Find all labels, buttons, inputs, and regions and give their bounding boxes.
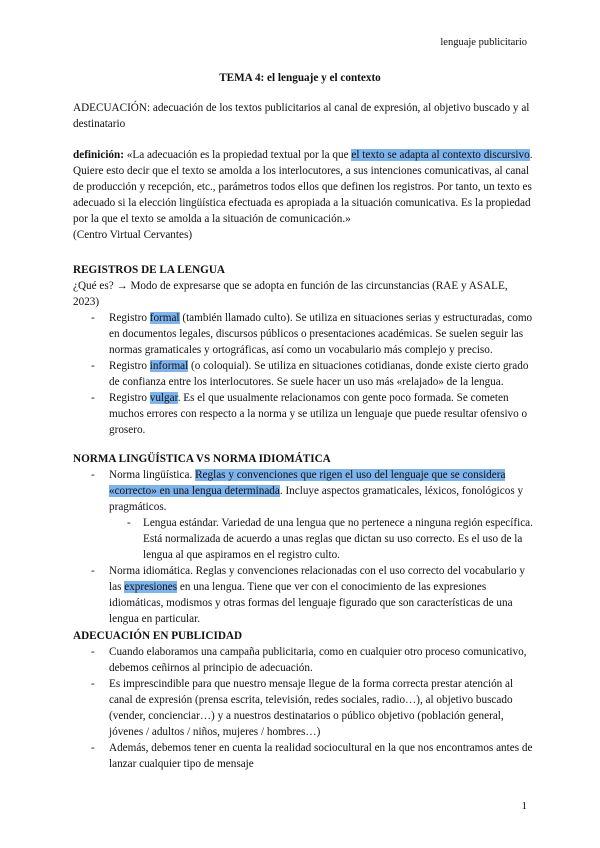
- item-highlight: Reglas y convenciones que rigen el uso del lenguaje que se considera «correcto» en una lengua determinada: [109, 469, 506, 497]
- item-text: en una lengua. Tiene que ver con el conocimiento de las expresiones idiomáticas, modismos y otras formas del lenguaje figurado que son características de una lengua en particular.: [109, 581, 513, 625]
- publicidad-list: [73, 644, 533, 772]
- definicion-highlight: el texto se adapta al contexto discursivo: [351, 149, 530, 161]
- list-item: - Lengua estándar. Variedad de una lengua que no pertenece a ninguna región específica. Está normalizada de acuerdo a unas reglas que dictan su uso correcto. Es el uso de la lengua al que aspiramos en el registro culto.: [73, 515, 533, 563]
- list-item: [73, 390, 533, 438]
- item-highlight: expresiones: [124, 581, 178, 593]
- definicion-source: (Centro Virtual Cervantes): [73, 229, 193, 241]
- list-item: [73, 310, 533, 358]
- item-highlight: informal: [149, 360, 189, 372]
- item-text: . Es el que usualmente relacionamos con gente poco formada. Se cometen muchos errores con respecto a la norma y se utiliza un lenguaje que puede resultar ofensivo o grosero.: [109, 392, 528, 436]
- list-item: [73, 563, 533, 627]
- item-text: Registro: [109, 360, 150, 372]
- item-text: Registro: [109, 392, 150, 404]
- list-item: [73, 467, 533, 515]
- registros-section: [73, 262, 533, 438]
- item-text: Registro: [109, 312, 150, 324]
- definicion-paragraph: [73, 147, 533, 243]
- item-text: . Incluye aspectos gramaticales, léxicos, fonológicos y pragmáticos.: [109, 485, 524, 513]
- norma-heading: NORMA LINGÜÍSTICA VS NORMA IDIOMÁTICA: [73, 453, 331, 465]
- item-text: (o coloquial). Se utiliza en situaciones cotidianas, donde existe cierto grado de confianza entre los interlocutores. Se suele hacer un uso más «relajado» de la lengua.: [109, 360, 529, 388]
- norma-list: [73, 467, 533, 515]
- registros-intro: ¿Qué es? → Modo de expresarse que se adopta en función de las circunstancias (RAE y ASALE, 2023): [73, 280, 508, 308]
- norma-section: [73, 451, 533, 627]
- item-highlight: formal: [149, 312, 180, 324]
- page-number: 1: [521, 800, 527, 812]
- list-item: - Cuando elaboramos una campaña publicitaria, como en cualquier otro proceso comunicativo, debemos ceñirnos al principio de adecuación.: [73, 644, 533, 676]
- list-item: [73, 358, 533, 390]
- item-text: Norma lingüística.: [109, 469, 196, 481]
- definicion-text-2: . Quiere esto decir que el texto se amolda a los interlocutores, a sus intenciones comunicativas, al canal de producción y recepción, etc., parámetros todos ellos que definen los registros. Por tanto, un texto es adecuado si la elección lingüística efectuada es apropiada a la situación comunicativa. Es la propiedad por la que el texto se amolda a la situación de comunicación.»: [73, 149, 533, 225]
- definicion-label: definición:: [73, 149, 124, 161]
- item-highlight: vulgar: [149, 392, 178, 404]
- list-item: - Es imprescindible para que nuestro mensaje llegue de la forma correcta prestar atención al canal de expresión (prensa escrita, televisión, redes sociales, radio…), al objetivo buscado (vender, concienciar…) y a nuestros destinatarios o público objetivo (población general, jóvenes / adultos / niños, mujeres / hombres…): [73, 676, 533, 740]
- running-header: lenguaje publicitario: [440, 37, 527, 48]
- registros-heading: REGISTROS DE LA LENGUA: [73, 264, 226, 276]
- registros-list: [73, 310, 533, 438]
- publicidad-heading: ADECUACIÓN EN PUBLICIDAD: [73, 630, 243, 642]
- item-text: Norma idiomática. Reglas y convenciones relacionadas con el uso correcto del vocabulario y las: [109, 565, 525, 593]
- page-title: TEMA 4: el lenguaje y el contexto: [219, 72, 381, 84]
- publicidad-section: [73, 628, 533, 772]
- norma-sublist: [73, 515, 533, 563]
- list-item: - Además, debemos tener en cuenta la realidad sociocultural en la que nos encontramos antes de lanzar cualquier tipo de mensaje: [73, 740, 533, 772]
- item-text: (también llamado culto). Se utiliza en situaciones serias y estructuradas, como en documentos legales, discursos públicos o presentaciones académicas. Se suelen seguir las normas gramaticales y ortográficas, así como un vocabulario más complejo y preciso.: [109, 312, 533, 356]
- norma-list-2: [73, 563, 533, 627]
- adecuacion-paragraph: ADECUACIÓN: adecuación de los textos publicitarios al canal de expresión, al objetivo buscado y al destinatario: [73, 102, 530, 130]
- definicion-text-1: «La adecuación es la propiedad textual por la que: [123, 149, 352, 161]
